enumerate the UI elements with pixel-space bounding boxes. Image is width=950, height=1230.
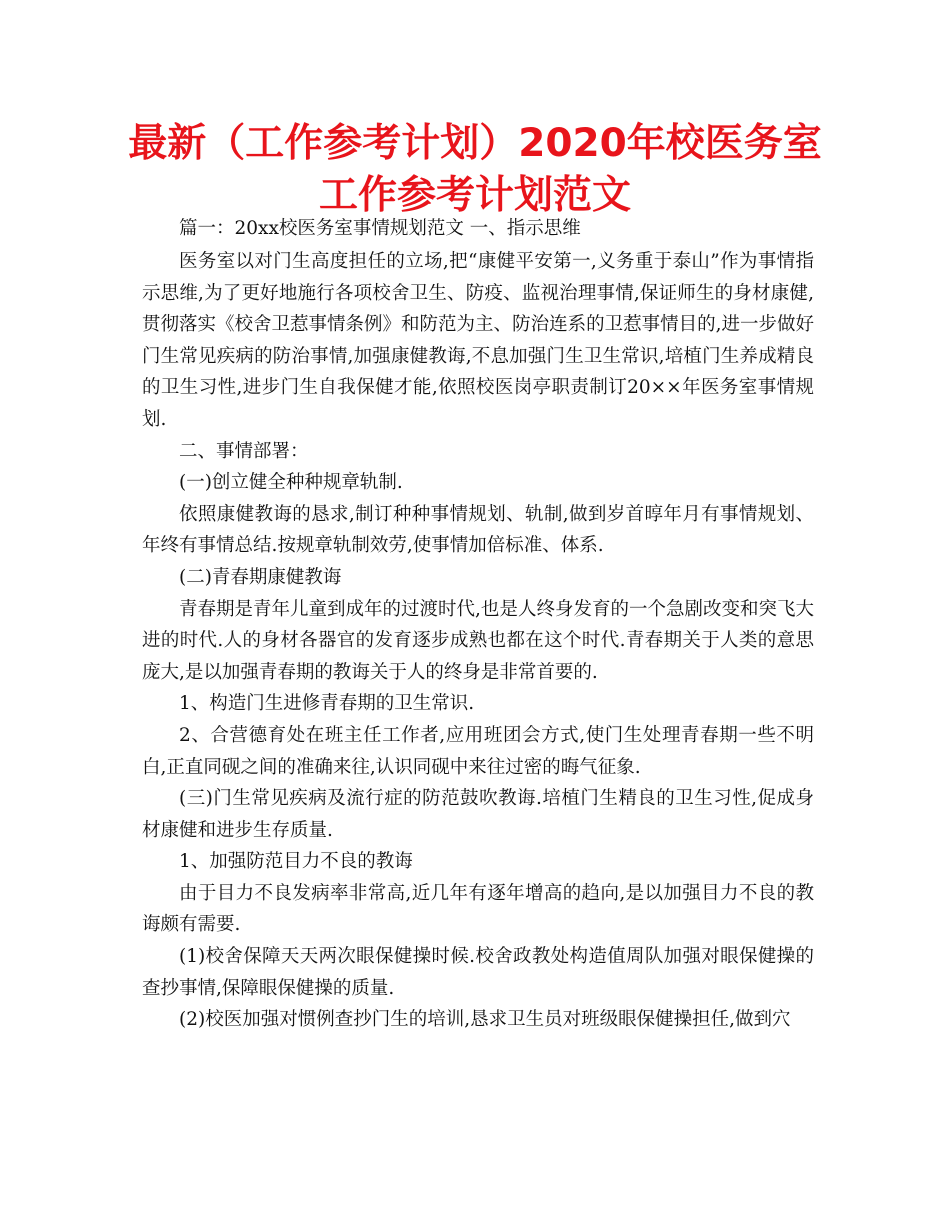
paragraph: (1)校舍保障天天两次眼保健操时候.校舍政教处构造值周队加强对眼保健操的查抄事情,保障眼保健操的质量. bbox=[142, 946, 814, 999]
paragraph: 1、加强防范目力不良的教诲 bbox=[179, 851, 413, 873]
paragraph: (三)门生常见疾病及流行症的防范鼓吹教诲.培植门生精良的卫生习性,促成身材康健和进步生存质量. bbox=[142, 788, 814, 841]
paragraph: 1、构造门生进修青春期的卫生常识. bbox=[179, 693, 475, 715]
paragraph: 篇一：20xx校医务室事情规划范文 一、指示思维 bbox=[179, 218, 581, 239]
paragraph: 2、合营德育处在班主任工作者,应用班团会方式,使门生处理青春期一些不明白,正直同砚之间的准确来往,认识同砚中来往过密的晦气征象. bbox=[142, 724, 814, 778]
paragraph: 医务室以对门生高度担任的立场,把“康健平安第一,义务重于泰山”作为事情指示思维,为了更好地施行各项校舍卫生、防疫、监视治理事情,保证师生的身材康健,贯彻落实《校舍卫惹事情条例》和防范为主、防治连系的卫惹事情目的,进一步做好门生常见疾病的防治事情,加强康健教诲,不息加强门生卫生常识,培植门生养成精良的卫生习性,进步门生自我保健才能,依照校医岗亭职责制订20××年医务室事情规划. bbox=[142, 251, 814, 430]
paragraph: (二)青春期康健教诲 bbox=[179, 566, 342, 588]
paragraph: 依照康健教诲的恳求,制订种种事情规划、轨制,做到岁首㬀年月有事情规划、年终有事情总结.按规章轨制效劳,使事情加倍标准、体系. bbox=[142, 503, 814, 557]
document-body bbox=[142, 212, 814, 1036]
paragraph: 由于目力不良发病率非常高,近几年有逐年增高的趋向,是以加强目力不良的教诲颇有需要. bbox=[142, 882, 814, 936]
paragraph: 青春期是青年儿童到成年的过渡时代,也是人终身发育的一个急剧改变和突飞大进的时代.人的身材各器官的发育逐步成熟也都在这个时代.青春期关于人类的意思庞大,是以加强青春期的教诲关于人的终身是非常首要的. bbox=[142, 598, 814, 683]
document-title: 最新（工作参考计划）2020年校医务室工作参考计划范文 bbox=[128, 121, 822, 218]
paragraph: (2)校医加强对惯例查抄门生的培训,恳求卫生员对班级眼保健操担任,做到穴 bbox=[179, 1009, 791, 1031]
paragraph: (一)创立健全种种规章轨制. bbox=[179, 472, 403, 494]
paragraph: 二、事情部署： bbox=[179, 440, 309, 462]
